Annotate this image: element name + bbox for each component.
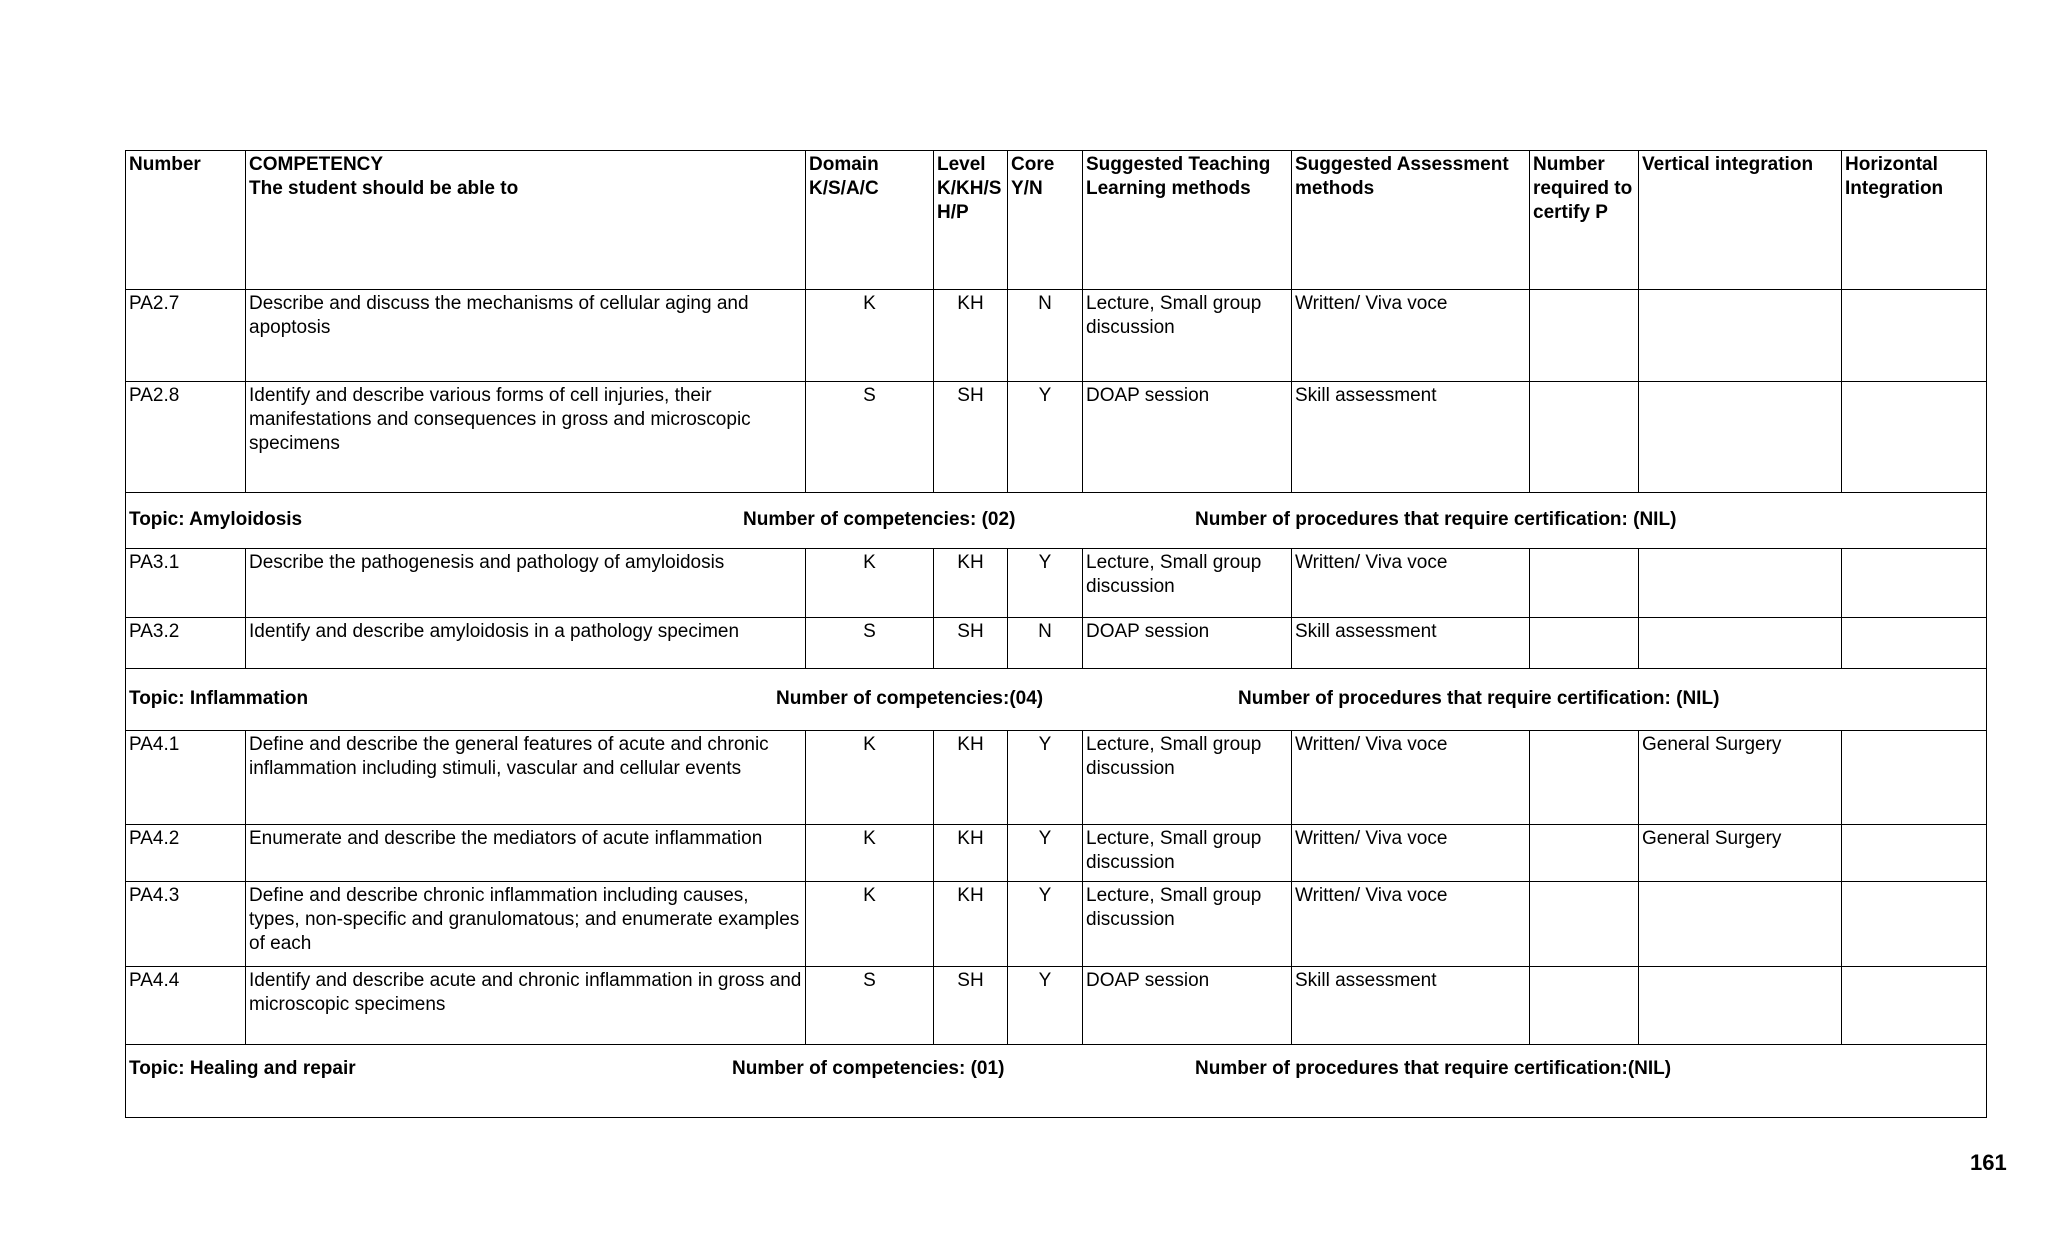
cell-vertical [1639,882,1842,967]
cell-assessment: Skill assessment [1292,382,1530,493]
cell-competency: Identify and describe various forms of cell injuries, their manifestations and consequences in gross and microscopic specimens [246,382,806,493]
header-domain: Domain K/S/A/C [806,151,934,290]
header-assessment: Suggested Assessment methods [1292,151,1530,290]
cell-core: Y [1008,382,1083,493]
cell-assessment: Written/ Viva voce [1292,882,1530,967]
header-horizontal: Horizontal Integration [1842,151,1987,290]
topic-procedures: Number of procedures that require certification: (NIL) [1195,509,1677,530]
cell-core: Y [1008,549,1083,618]
topic-row [126,1045,1987,1118]
cell-certify [1530,882,1639,967]
cell-number: PA4.3 [126,882,246,967]
cell-number: PA4.4 [126,967,246,1045]
cell-certify [1530,290,1639,382]
cell-teaching: Lecture, Small group discussion [1083,825,1292,882]
cell-competency: Define and describe chronic inflammation including causes, types, non-specific and granulomatous; and enumerate examples of each [246,882,806,967]
cell-number: PA2.8 [126,382,246,493]
cell-horizontal [1842,290,1987,382]
cell-competency: Identify and describe amyloidosis in a pathology specimen [246,618,806,669]
cell-teaching: DOAP session [1083,967,1292,1045]
cell-certify [1530,382,1639,493]
table-header-row [126,151,1987,290]
table-row [126,882,1987,967]
cell-level: SH [934,967,1008,1045]
topic-title: Topic: Healing and repair [129,1058,356,1079]
cell-assessment: Skill assessment [1292,967,1530,1045]
topic-title: Topic: Amyloidosis [129,509,303,530]
table-row [126,731,1987,825]
table-row [126,290,1987,382]
cell-vertical [1639,618,1842,669]
cell-number: PA4.2 [126,825,246,882]
cell-domain: K [806,549,934,618]
cell-teaching: Lecture, Small group discussion [1083,882,1292,967]
cell-core: N [1008,618,1083,669]
competency-table [125,150,1987,1118]
table-row [126,618,1987,669]
cell-domain: K [806,882,934,967]
cell-level: KH [934,290,1008,382]
cell-number: PA3.2 [126,618,246,669]
page-number: 161 [1970,1150,2007,1175]
cell-teaching: Lecture, Small group discussion [1083,549,1292,618]
cell-core: Y [1008,882,1083,967]
cell-level: SH [934,618,1008,669]
cell-assessment: Written/ Viva voce [1292,290,1530,382]
header-certify: Number required to certify P [1530,151,1639,290]
header-vertical: Vertical integration [1639,151,1842,290]
cell-horizontal [1842,618,1987,669]
cell-certify [1530,825,1639,882]
cell-horizontal [1842,549,1987,618]
topic-competencies: Number of competencies:(04) [776,688,1044,709]
cell-teaching: Lecture, Small group discussion [1083,290,1292,382]
header-teaching: Suggested Teaching Learning methods [1083,151,1292,290]
topic-row [126,493,1987,549]
cell-level: SH [934,382,1008,493]
cell-competency: Identify and describe acute and chronic inflammation in gross and microscopic specimens [246,967,806,1045]
cell-horizontal [1842,967,1987,1045]
cell-number: PA3.1 [126,549,246,618]
topic-procedures: Number of procedures that require certification: (NIL) [1238,688,1720,709]
cell-certify [1530,967,1639,1045]
cell-assessment: Written/ Viva voce [1292,731,1530,825]
cell-domain: K [806,825,934,882]
topic-row [126,669,1987,731]
table-row [126,549,1987,618]
cell-vertical [1639,382,1842,493]
cell-core: Y [1008,967,1083,1045]
cell-assessment: Written/ Viva voce [1292,825,1530,882]
table-row [126,825,1987,882]
cell-competency: Describe the pathogenesis and pathology of amyloidosis [246,549,806,618]
cell-competency: Define and describe the general features of acute and chronic inflammation including stimuli, vascular and cellular events [246,731,806,825]
cell-number: PA2.7 [126,290,246,382]
cell-vertical [1639,549,1842,618]
cell-competency: Enumerate and describe the mediators of acute inflammation [246,825,806,882]
header-level: Level K/KH/S H/P [934,151,1008,290]
cell-vertical: General Surgery [1639,825,1842,882]
cell-vertical: General Surgery [1639,731,1842,825]
cell-certify [1530,618,1639,669]
table-row [126,967,1987,1045]
cell-horizontal [1842,825,1987,882]
cell-certify [1530,549,1639,618]
cell-domain: K [806,731,934,825]
cell-teaching: DOAP session [1083,618,1292,669]
cell-domain: S [806,967,934,1045]
cell-horizontal [1842,731,1987,825]
topic-procedures: Number of procedures that require certification:(NIL) [1195,1058,1672,1079]
cell-teaching: Lecture, Small group discussion [1083,731,1292,825]
cell-certify [1530,731,1639,825]
cell-domain: S [806,382,934,493]
cell-domain: K [806,290,934,382]
cell-level: KH [934,882,1008,967]
cell-level: KH [934,731,1008,825]
cell-core: Y [1008,825,1083,882]
cell-level: KH [934,825,1008,882]
cell-vertical [1639,290,1842,382]
cell-teaching: DOAP session [1083,382,1292,493]
header-competency: COMPETENCY The student should be able to [246,151,806,290]
cell-competency: Describe and discuss the mechanisms of cellular aging and apoptosis [246,290,806,382]
cell-level: KH [934,549,1008,618]
cell-assessment: Written/ Viva voce [1292,549,1530,618]
cell-horizontal [1842,382,1987,493]
cell-number: PA4.1 [126,731,246,825]
cell-core: N [1008,290,1083,382]
cell-assessment: Skill assessment [1292,618,1530,669]
cell-horizontal [1842,882,1987,967]
topic-title: Topic: Inflammation [129,688,309,709]
topic-competencies: Number of competencies: (02) [743,509,1016,530]
cell-core: Y [1008,731,1083,825]
header-core: Core Y/N [1008,151,1083,290]
header-number: Number [126,151,246,290]
cell-vertical [1639,967,1842,1045]
table-row [126,382,1987,493]
topic-competencies: Number of competencies: (01) [732,1058,1005,1079]
cell-domain: S [806,618,934,669]
